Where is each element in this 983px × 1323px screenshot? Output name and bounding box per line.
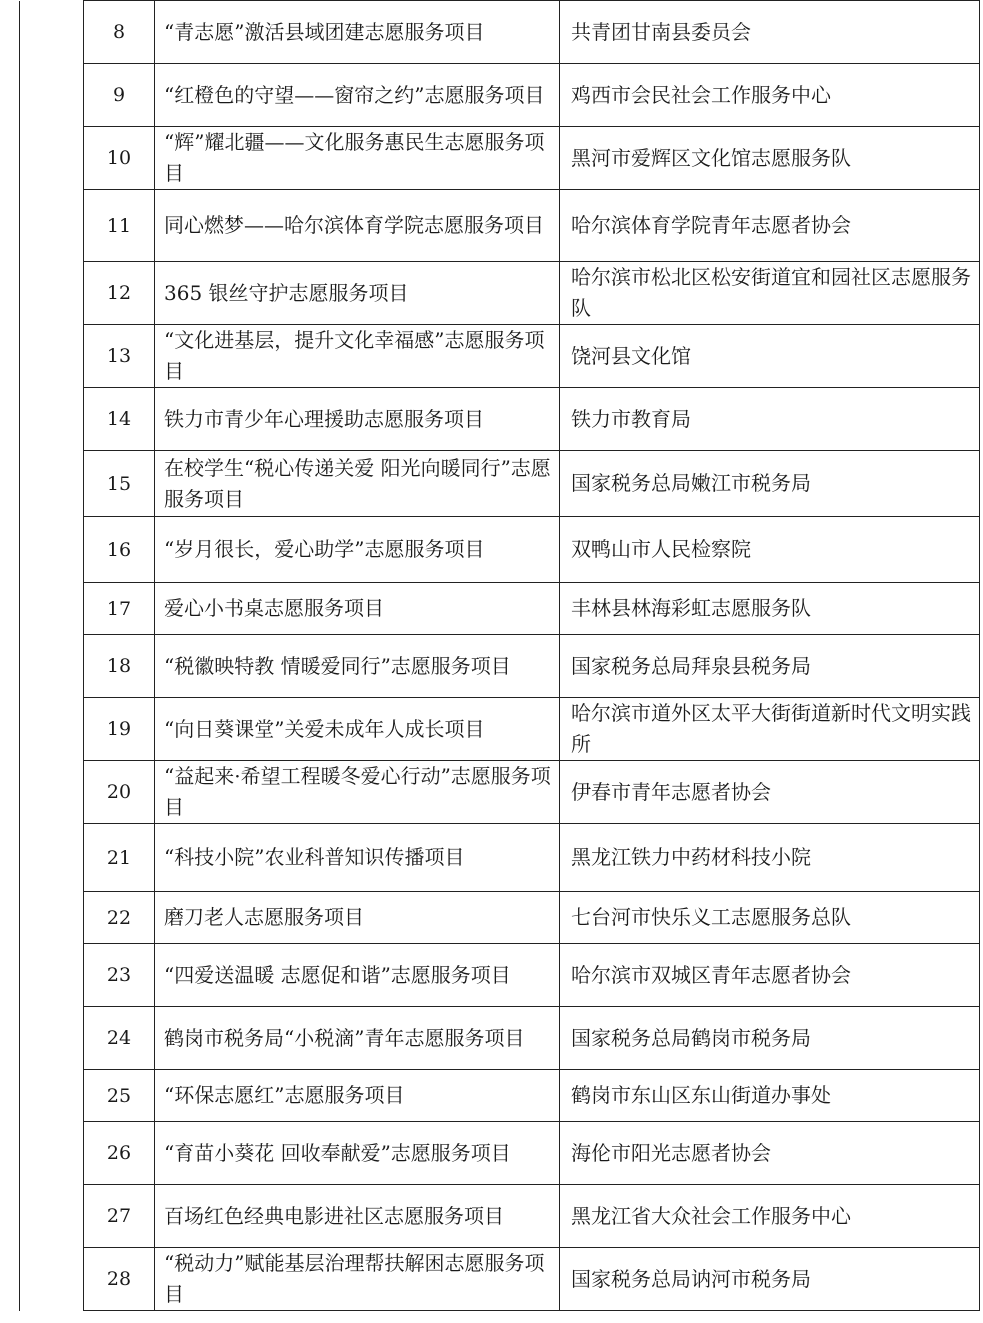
project-name: “四爱送温暖 志愿促和谐”志愿服务项目 <box>155 944 560 1007</box>
table-row <box>20 388 980 451</box>
table-body <box>20 1 980 1311</box>
table-row <box>20 698 980 761</box>
project-name: “益起来·希望工程暖冬爱心行动”志愿服务项目 <box>155 761 560 824</box>
organization-name: 饶河县文化馆 <box>560 325 980 388</box>
merged-category-cell <box>20 1 84 1311</box>
project-name: “向日葵课堂”关爱未成年人成长项目 <box>155 698 560 761</box>
table-row <box>20 190 980 262</box>
project-name: 百场红色经典电影进社区志愿服务项目 <box>155 1185 560 1248</box>
table-row <box>20 64 980 127</box>
row-number: 24 <box>84 1007 155 1070</box>
organization-name: 哈尔滨体育学院青年志愿者协会 <box>560 190 980 262</box>
organization-name: 鹤岗市东山区东山街道办事处 <box>560 1070 980 1122</box>
project-name: 鹤岗市税务局“小税滴”青年志愿服务项目 <box>155 1007 560 1070</box>
organization-name: 哈尔滨市松北区松安街道宜和园社区志愿服务队 <box>560 262 980 325</box>
organization-name: 丰林县林海彩虹志愿服务队 <box>560 583 980 635</box>
table-row <box>20 1122 980 1185</box>
row-number: 16 <box>84 517 155 583</box>
organization-name: 七台河市快乐义工志愿服务总队 <box>560 892 980 944</box>
project-name: “青志愿”激活县域团建志愿服务项目 <box>155 1 560 64</box>
organization-name: 国家税务总局拜泉县税务局 <box>560 635 980 698</box>
project-name: “环保志愿红”志愿服务项目 <box>155 1070 560 1122</box>
project-name: 365 银丝守护志愿服务项目 <box>155 262 560 325</box>
project-name: 磨刀老人志愿服务项目 <box>155 892 560 944</box>
table-row <box>20 262 980 325</box>
row-number: 17 <box>84 583 155 635</box>
project-name: 在校学生“税心传递关爱 阳光向暖同行”志愿服务项目 <box>155 451 560 517</box>
table-row <box>20 127 980 190</box>
organization-name: 国家税务总局鹤岗市税务局 <box>560 1007 980 1070</box>
organization-name: 铁力市教育局 <box>560 388 980 451</box>
row-number: 15 <box>84 451 155 517</box>
project-name: “文化进基层，提升文化幸福感”志愿服务项目 <box>155 325 560 388</box>
table-row <box>20 824 980 892</box>
row-number: 20 <box>84 761 155 824</box>
organization-name: 鸡西市会民社会工作服务中心 <box>560 64 980 127</box>
row-number: 26 <box>84 1122 155 1185</box>
table-row <box>20 944 980 1007</box>
table-row <box>20 325 980 388</box>
row-number: 21 <box>84 824 155 892</box>
row-number: 27 <box>84 1185 155 1248</box>
row-number: 11 <box>84 190 155 262</box>
row-number: 19 <box>84 698 155 761</box>
table-row <box>20 1007 980 1070</box>
row-number: 14 <box>84 388 155 451</box>
project-name: 同心燃梦——哈尔滨体育学院志愿服务项目 <box>155 190 560 262</box>
project-name: “科技小院”农业科普知识传播项目 <box>155 824 560 892</box>
project-name: “红橙色的守望——窗帘之约”志愿服务项目 <box>155 64 560 127</box>
organization-name: 哈尔滨市双城区青年志愿者协会 <box>560 944 980 1007</box>
project-name: “辉”耀北疆——文化服务惠民生志愿服务项目 <box>155 127 560 190</box>
organization-name: 黑龙江省大众社会工作服务中心 <box>560 1185 980 1248</box>
organization-name: 伊春市青年志愿者协会 <box>560 761 980 824</box>
row-number: 12 <box>84 262 155 325</box>
project-name: 爱心小书桌志愿服务项目 <box>155 583 560 635</box>
project-name: “税动力”赋能基层治理帮扶解困志愿服务项目 <box>155 1248 560 1311</box>
project-name: 铁力市青少年心理援助志愿服务项目 <box>155 388 560 451</box>
table-row <box>20 451 980 517</box>
row-number: 22 <box>84 892 155 944</box>
row-number: 10 <box>84 127 155 190</box>
row-number: 13 <box>84 325 155 388</box>
row-number: 25 <box>84 1070 155 1122</box>
table-row <box>20 1185 980 1248</box>
table-row <box>20 583 980 635</box>
row-number: 28 <box>84 1248 155 1311</box>
organization-name: 哈尔滨市道外区太平大街街道新时代文明实践所 <box>560 698 980 761</box>
table-row <box>20 892 980 944</box>
table-row <box>20 635 980 698</box>
organization-name: 海伦市阳光志愿者协会 <box>560 1122 980 1185</box>
project-name: “岁月很长，爱心助学”志愿服务项目 <box>155 517 560 583</box>
organization-name: 国家税务总局讷河市税务局 <box>560 1248 980 1311</box>
organization-name: 共青团甘南县委员会 <box>560 1 980 64</box>
organization-name: 黑龙江铁力中药材科技小院 <box>560 824 980 892</box>
row-number: 23 <box>84 944 155 1007</box>
project-name: “育苗小葵花 回收奉献爱”志愿服务项目 <box>155 1122 560 1185</box>
project-name: “税徽映特教 情暖爱同行”志愿服务项目 <box>155 635 560 698</box>
organization-name: 黑河市爱辉区文化馆志愿服务队 <box>560 127 980 190</box>
organization-name: 双鸭山市人民检察院 <box>560 517 980 583</box>
table-row <box>20 1070 980 1122</box>
row-number: 8 <box>84 1 155 64</box>
project-list-table <box>19 0 980 1311</box>
row-number: 18 <box>84 635 155 698</box>
table-row <box>20 1248 980 1311</box>
table-row <box>20 1 980 64</box>
organization-name: 国家税务总局嫩江市税务局 <box>560 451 980 517</box>
table-row <box>20 517 980 583</box>
table-row <box>20 761 980 824</box>
row-number: 9 <box>84 64 155 127</box>
